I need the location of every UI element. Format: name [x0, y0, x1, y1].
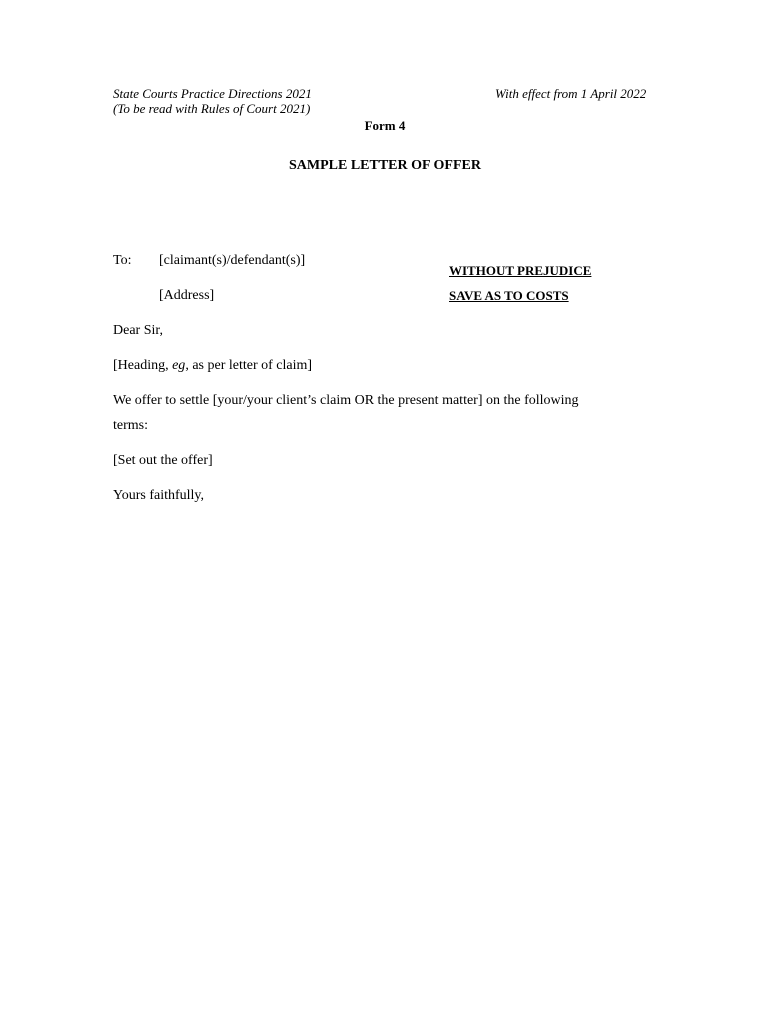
header-practice-directions: State Courts Practice Directions 2021: [113, 86, 312, 101]
letter-heading-suffix: , as per letter of claim]: [185, 358, 313, 373]
document-title: SAMPLE LETTER OF OFFER: [288, 158, 481, 173]
without-prejudice-label: WITHOUT PREJUDICE: [449, 263, 592, 278]
save-as-to-costs-label: SAVE AS TO COSTS: [449, 288, 569, 303]
header-left: [113, 86, 312, 116]
letter-heading-eg: eg: [172, 358, 186, 373]
form-number: [0, 118, 770, 134]
header-effective-date: With effect from 1 April 2022: [495, 86, 647, 101]
offer-placeholder: [Set out the offer]: [113, 453, 213, 468]
header-rules-of-court: (To be read with Rules of Court 2021): [113, 101, 311, 116]
letter-heading: [113, 357, 312, 374]
offer-paragraph-line1: We offer to settle [your/your client’s claim OR the present matter] on the following: [113, 393, 579, 408]
offer-paragraph-line2: terms:: [113, 418, 148, 433]
recipient-address: [Address]: [159, 288, 215, 303]
letter-heading-prefix: [Heading,: [113, 358, 173, 373]
to-label: To:: [113, 253, 132, 268]
salutation: Dear Sir,: [113, 323, 163, 338]
form-number-text: Form 4: [364, 118, 406, 133]
recipient-name: [claimant(s)/defendant(s)]: [159, 253, 306, 268]
closing: Yours faithfully,: [113, 488, 205, 503]
